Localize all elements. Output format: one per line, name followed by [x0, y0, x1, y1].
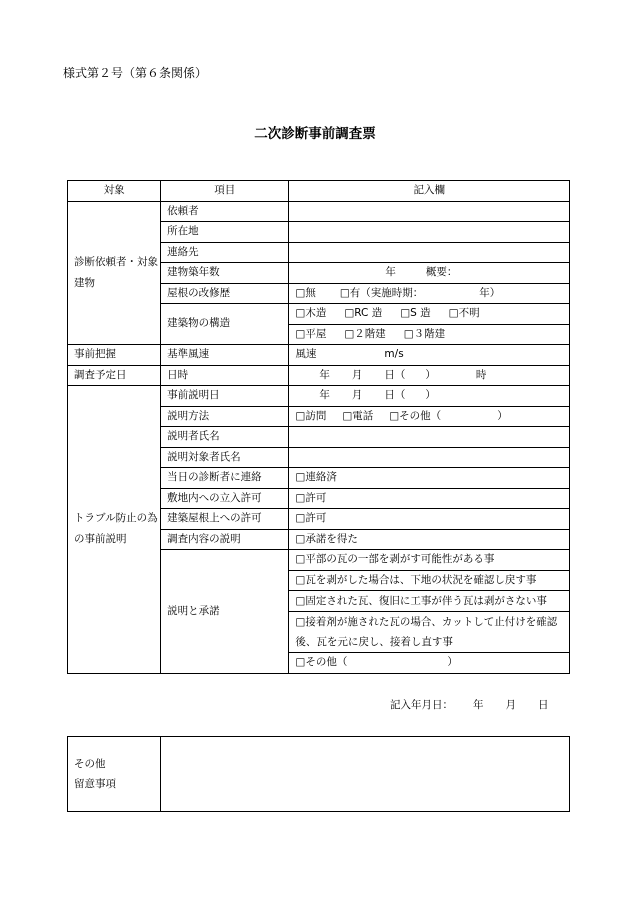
consent-checkbox-4[interactable]: □接着剤が施された瓦の場合、カットして止付けを確認後、瓦を元に戻し、接着し直す事 [289, 612, 570, 653]
item-label: 基準風速 [161, 345, 289, 366]
survey-consent-checkbox[interactable]: □承諾を得た [289, 529, 570, 550]
entry-year: 年 [473, 699, 484, 711]
explainer-field[interactable] [289, 427, 570, 448]
table-row [68, 345, 570, 366]
entry-date-label: 記入年月日： [390, 699, 453, 711]
location-field[interactable] [289, 222, 570, 243]
item-label: 建築屋根上への許可 [161, 509, 289, 530]
header-entry: 記入欄 [289, 181, 570, 202]
three-storey-checkbox[interactable]: □３階建 [403, 327, 446, 340]
recipient-field[interactable] [289, 447, 570, 468]
table-row [68, 737, 570, 812]
consent-checkbox-3[interactable]: □固定された瓦、復旧に工事が伴う瓦は剥がさない事 [289, 591, 570, 612]
item-label: 調査内容の説明 [161, 529, 289, 550]
item-label: 説明と承諾 [161, 550, 289, 674]
item-label: 建物築年数 [161, 263, 289, 284]
wind-prefix: 風速 [295, 348, 317, 360]
item-label: 当日の診断者に連絡 [161, 468, 289, 489]
entry-date [390, 697, 549, 712]
item-label: 説明方法 [161, 406, 289, 427]
prior-close: ） [425, 389, 436, 401]
notes-field[interactable] [161, 737, 570, 812]
one-storey-checkbox[interactable]: □平屋 [295, 327, 327, 340]
prior-month: 月 [351, 389, 363, 401]
consent-checkbox-1[interactable]: □平部の瓦の一部を剥がす可能性がある事 [289, 550, 570, 571]
wind-unit: m/s [384, 348, 404, 360]
item-label: 連絡先 [161, 242, 289, 263]
page-title: 二次診断事前調査票 [254, 126, 376, 142]
phone-checkbox[interactable]: □電話 [342, 409, 374, 422]
year-unit: 年 [385, 266, 396, 278]
form-number: 様式第２号（第６条関係） [63, 66, 208, 80]
table-row [68, 365, 570, 386]
item-label: 説明対象者氏名 [161, 447, 289, 468]
entry-month: 月 [505, 699, 516, 711]
client-field[interactable] [289, 201, 570, 222]
header-item: 項目 [161, 181, 289, 202]
consent-other-field[interactable] [289, 653, 570, 674]
item-label: 敷地内への立入許可 [161, 488, 289, 509]
method-other-close: ） [497, 409, 508, 422]
notes-label-line1: その他 [74, 758, 106, 770]
notes-label [68, 737, 161, 812]
prior-day: 日（ [384, 389, 406, 401]
structure-field[interactable] [289, 304, 570, 325]
approx-label: 概要： [425, 266, 458, 278]
method-other-checkbox[interactable]: □その他（ [389, 409, 442, 422]
category-trouble-prevention: トラブル防止の為の事前説明 [68, 386, 161, 674]
wood-checkbox[interactable]: □木造 [295, 307, 327, 319]
steel-checkbox[interactable]: □S 造 [400, 307, 431, 319]
date-hour: 時 [475, 368, 487, 381]
date-day: 日（ [384, 368, 406, 381]
notes-table [67, 736, 570, 812]
visit-checkbox[interactable]: □訪問 [295, 409, 327, 422]
schedule-field[interactable] [289, 365, 570, 386]
entry-day: 日 [538, 699, 549, 711]
built-year-field[interactable] [289, 263, 570, 284]
prior-date-field[interactable] [289, 386, 570, 407]
roof-year-unit: 年） [479, 286, 501, 299]
unknown-checkbox[interactable]: □不明 [448, 307, 480, 319]
item-label: 日時 [161, 365, 289, 386]
item-label: 事前説明日 [161, 386, 289, 407]
rc-checkbox[interactable]: □RC 造 [344, 307, 383, 319]
item-label: 屋根の改修歴 [161, 283, 289, 304]
roof-history-field[interactable] [289, 283, 570, 304]
notes-label-line2: 留意事項 [74, 778, 116, 790]
date-close: ） [425, 368, 436, 381]
date-month: 月 [351, 368, 363, 381]
roof-yes-checkbox[interactable]: □有（実施時期： [339, 286, 424, 299]
item-label: 建築物の構造 [161, 304, 289, 345]
storeys-field[interactable] [289, 324, 570, 345]
item-label: 所在地 [161, 222, 289, 243]
roof-access-checkbox[interactable]: □許可 [289, 509, 570, 530]
table-header-row [68, 181, 570, 202]
contact-day-checkbox[interactable]: □連絡済 [289, 468, 570, 489]
site-entry-checkbox[interactable]: □許可 [289, 488, 570, 509]
item-label: 依頼者 [161, 201, 289, 222]
category-schedule: 調査予定日 [68, 365, 161, 386]
category-prior-knowledge: 事前把握 [68, 345, 161, 366]
consent-other-close: ） [447, 656, 458, 668]
item-label: 説明者氏名 [161, 427, 289, 448]
table-row [68, 386, 570, 407]
contact-field[interactable] [289, 242, 570, 263]
date-year: 年 [319, 368, 330, 381]
consent-checkbox-2[interactable]: □瓦を剥がした場合は、下地の状況を確認し戻す事 [289, 570, 570, 591]
wind-speed-field[interactable] [289, 345, 570, 366]
table-row [68, 201, 570, 222]
consent-other-checkbox[interactable]: □その他（ [295, 656, 348, 668]
header-target: 対象 [68, 181, 161, 202]
category-client-building: 診断依頼者・対象建物 [68, 201, 161, 345]
survey-table [67, 180, 570, 674]
two-storey-checkbox[interactable]: □２階建 [344, 327, 386, 340]
roof-none-checkbox[interactable]: □無 [295, 286, 316, 299]
method-field[interactable] [289, 406, 570, 427]
prior-year: 年 [319, 389, 330, 401]
